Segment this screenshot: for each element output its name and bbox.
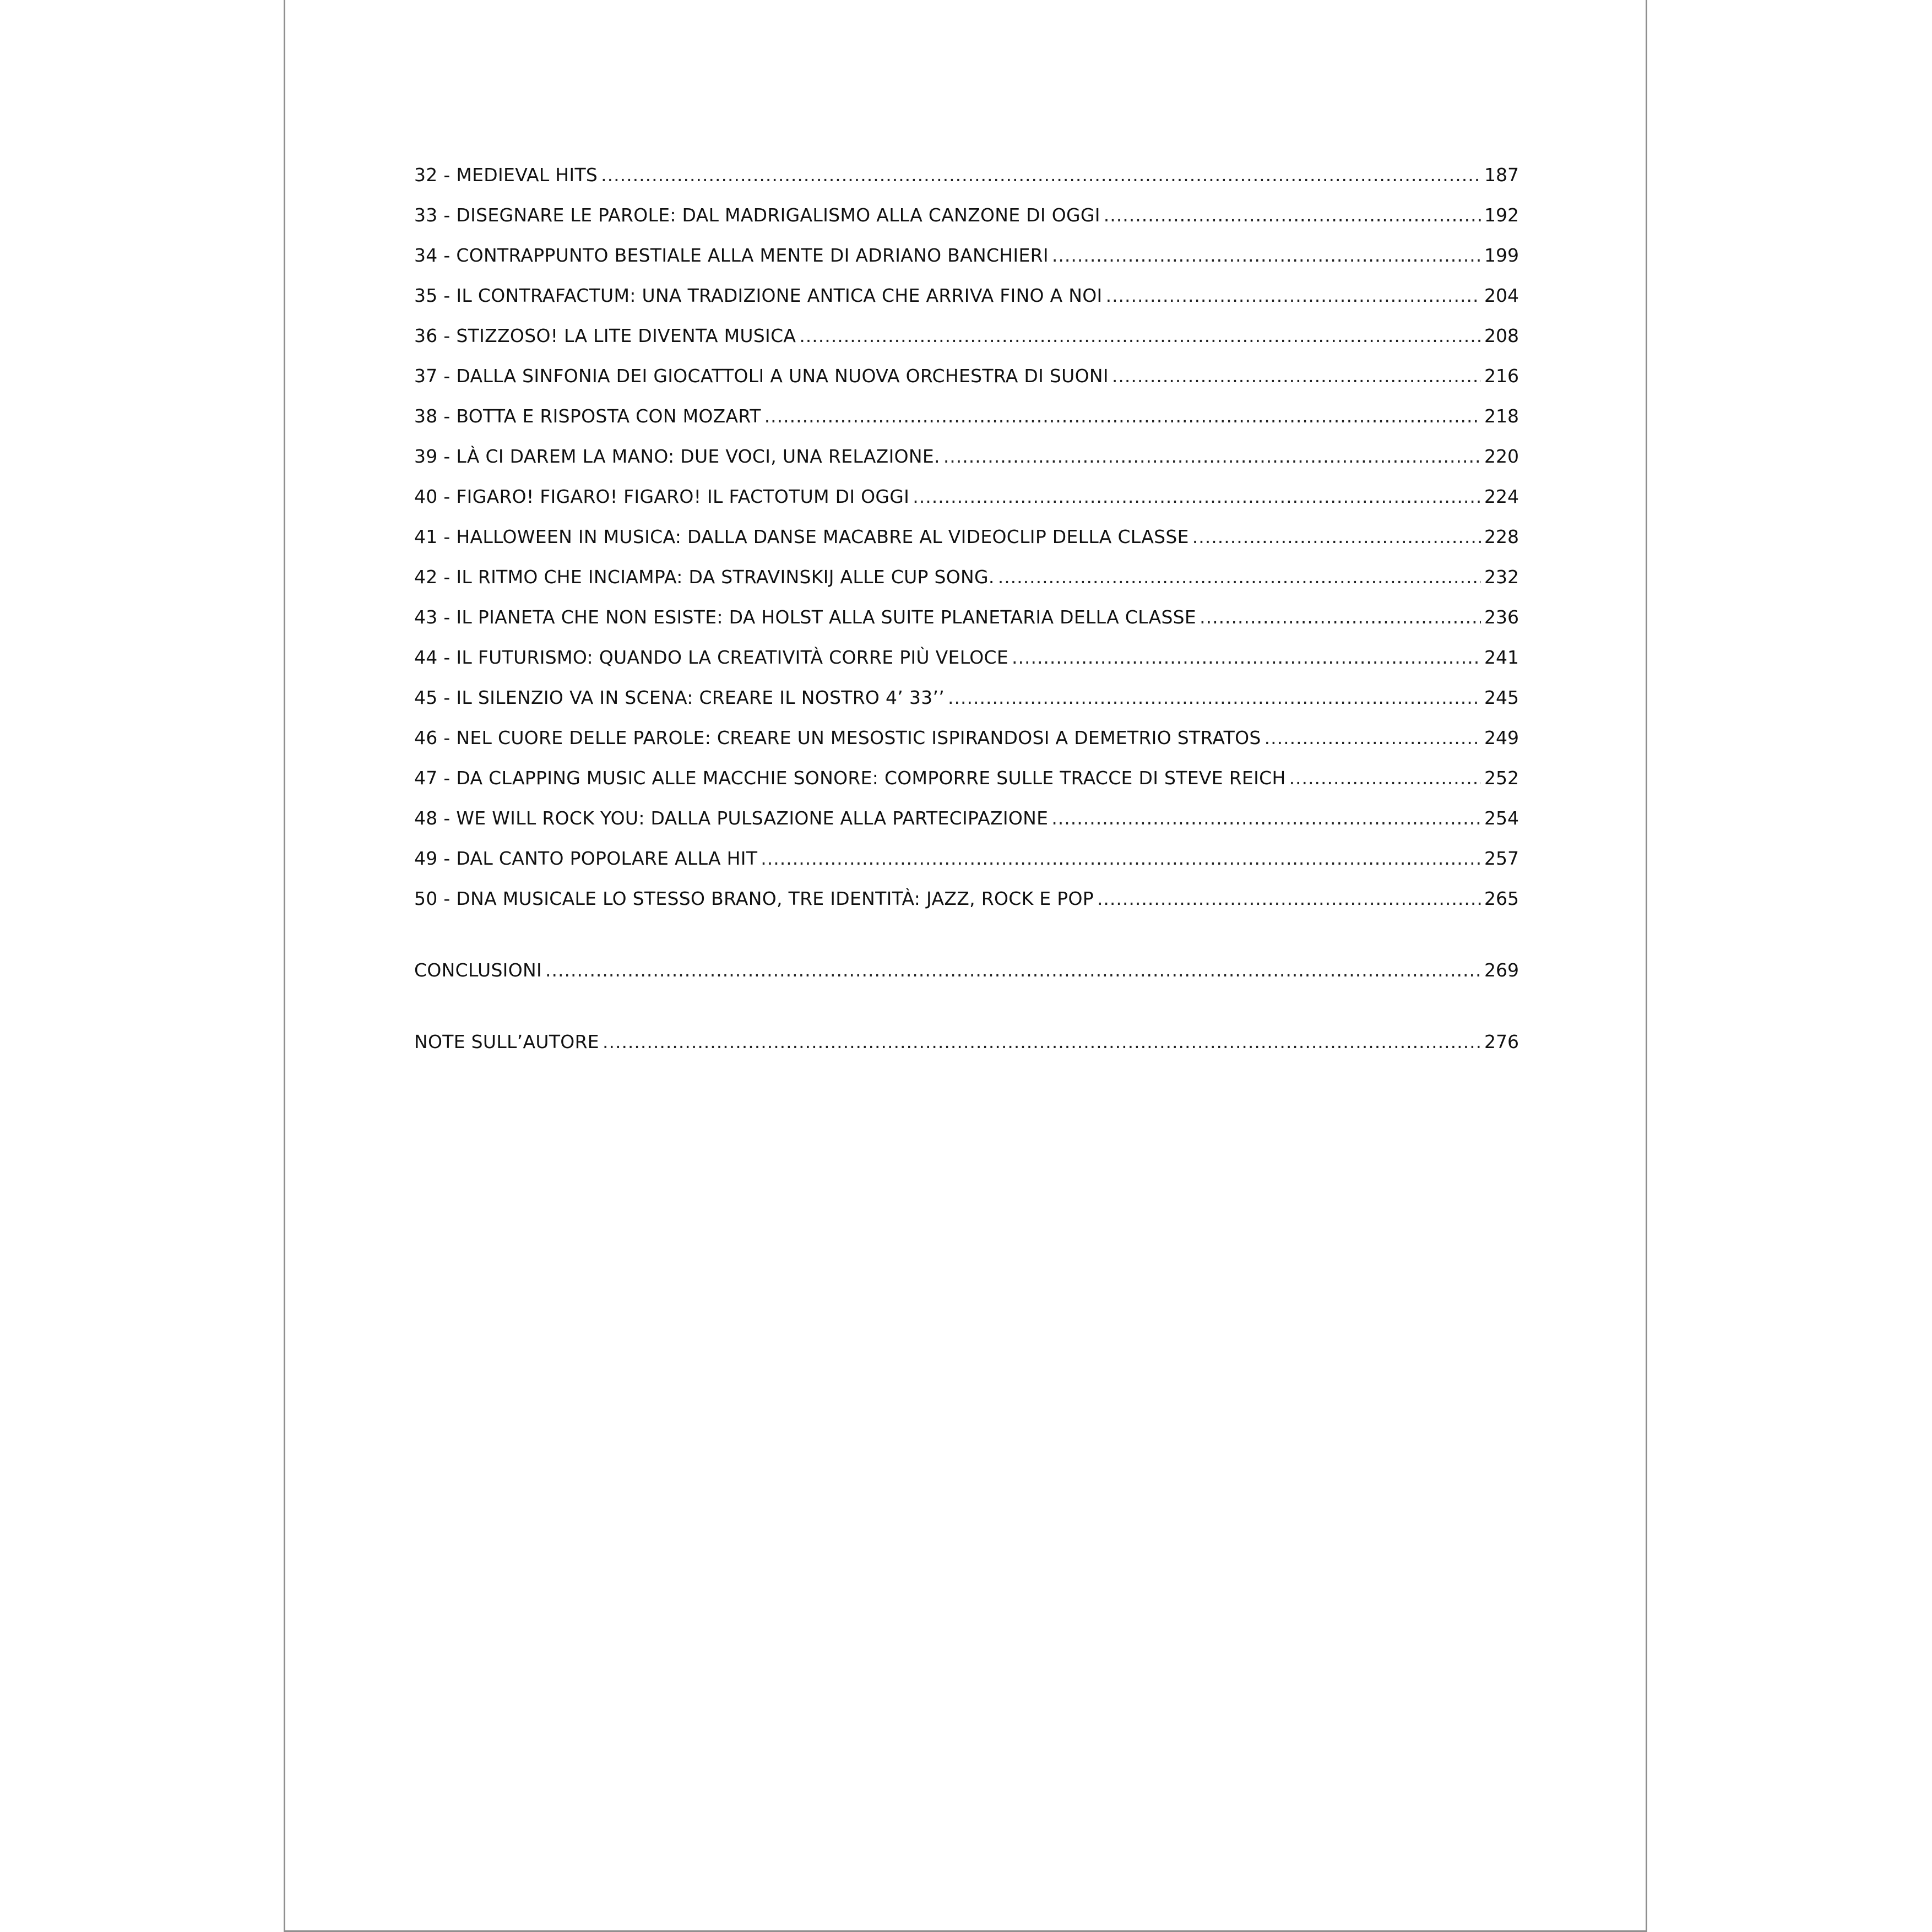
toc-page-number: 224 — [1484, 486, 1519, 507]
toc-page-number: 241 — [1484, 647, 1519, 668]
toc-entry-title: 47 - DA CLAPPING MUSIC ALLE MACCHIE SONORE: COMPORRE SULLE TRACCE DI STEVE REICH — [414, 767, 1286, 789]
toc-page-number: 228 — [1484, 526, 1519, 547]
toc-entry-title: 35 - IL CONTRAFACTUM: UNA TRADIZIONE ANTICA CHE ARRIVA FINO A NOI — [414, 285, 1103, 306]
toc-page-number: 187 — [1484, 164, 1519, 186]
toc-entry-45[interactable] — [414, 687, 1519, 713]
dot-leader — [603, 1031, 1481, 1052]
toc-entry-42[interactable] — [414, 566, 1519, 593]
toc-entry-title: 34 - CONTRAPPUNTO BESTIALE ALLA MENTE DI ADRIANO BANCHIERI — [414, 245, 1049, 266]
toc-entry-title: 40 - FIGARO! FIGARO! FIGARO! IL FACTOTUM DI OGGI — [414, 486, 910, 507]
toc-entry-49[interactable] — [414, 848, 1519, 874]
toc-entry-37[interactable] — [414, 365, 1519, 392]
dot-leader — [948, 687, 1481, 708]
toc-entry-38[interactable] — [414, 405, 1519, 432]
dot-leader — [1106, 285, 1481, 306]
toc-page-number: 232 — [1484, 566, 1519, 588]
toc-entry-title: 43 - IL PIANETA CHE NON ESISTE: DA HOLST ALLA SUITE PLANETARIA DELLA CLASSE — [414, 606, 1197, 628]
toc-page-number: 249 — [1484, 727, 1519, 748]
toc-page-number: 265 — [1484, 888, 1519, 909]
toc-entry-35[interactable] — [414, 285, 1519, 311]
toc-entry-title: 46 - NEL CUORE DELLE PAROLE: CREARE UN MESOSTIC ISPIRANDOSI A DEMETRIO STRATOS — [414, 727, 1261, 748]
dot-leader — [1192, 526, 1481, 547]
toc-page-number: 199 — [1484, 245, 1519, 266]
toc-entry-44[interactable] — [414, 647, 1519, 673]
dot-leader — [913, 486, 1481, 507]
toc-page-number: 269 — [1484, 959, 1519, 981]
dot-leader — [1112, 365, 1481, 387]
toc-page-number: 257 — [1484, 848, 1519, 869]
toc-page-number: 220 — [1484, 446, 1519, 467]
toc-entry-43[interactable] — [414, 606, 1519, 633]
toc-entry-conclusioni[interactable] — [414, 959, 1519, 986]
toc-entry-title: 39 - LÀ CI DAREM LA MANO: DUE VOCI, UNA RELAZIONE. — [414, 446, 940, 467]
toc-page-number: 204 — [1484, 285, 1519, 306]
toc-entry-title: 42 - IL RITMO CHE INCIAMPA: DA STRAVINSKIJ ALLE CUP SONG. — [414, 566, 995, 588]
toc-entry-47[interactable] — [414, 767, 1519, 794]
toc-page-number: 236 — [1484, 606, 1519, 628]
dot-leader — [799, 325, 1481, 346]
toc-entry-title: 37 - DALLA SINFONIA DEI GIOCATTOLI A UNA NUOVA ORCHESTRA DI SUONI — [414, 365, 1109, 387]
toc-entry-41[interactable] — [414, 526, 1519, 552]
toc-entry-33[interactable] — [414, 204, 1519, 231]
dot-leader — [601, 164, 1481, 186]
dot-leader — [1289, 767, 1481, 789]
toc-page-number: 218 — [1484, 405, 1519, 427]
toc-page-number: 254 — [1484, 807, 1519, 829]
toc-entry-50[interactable] — [414, 888, 1519, 914]
dot-leader — [943, 446, 1481, 467]
toc-page-number: 192 — [1484, 204, 1519, 226]
dot-leader — [1052, 245, 1481, 266]
toc-entry-title: 44 - IL FUTURISMO: QUANDO LA CREATIVITÀ CORRE PIÙ VELOCE — [414, 647, 1008, 668]
toc-page-number: 208 — [1484, 325, 1519, 346]
toc-page-number: 216 — [1484, 365, 1519, 387]
toc-page-number: 245 — [1484, 687, 1519, 708]
toc-entry-title: 38 - BOTTA E RISPOSTA CON MOZART — [414, 405, 761, 427]
toc-entry-39[interactable] — [414, 446, 1519, 472]
toc-entry-title: 41 - HALLOWEEN IN MUSICA: DALLA DANSE MACABRE AL VIDEOCLIP DELLA CLASSE — [414, 526, 1189, 547]
toc-entry-title: CONCLUSIONI — [414, 959, 542, 981]
dot-leader — [764, 405, 1481, 427]
toc-entry-title: NOTE SULL’AUTORE — [414, 1031, 599, 1052]
toc-entry-title: 33 - DISEGNARE LE PAROLE: DAL MADRIGALISMO ALLA CANZONE DI OGGI — [414, 204, 1100, 226]
dot-leader — [761, 848, 1481, 869]
dot-leader — [1104, 204, 1481, 226]
dot-leader — [1051, 807, 1481, 829]
toc-entry-46[interactable] — [414, 727, 1519, 753]
toc-entry-title: 32 - MEDIEVAL HITS — [414, 164, 598, 186]
toc-entry-34[interactable] — [414, 245, 1519, 271]
dot-leader — [1097, 888, 1481, 909]
toc-page-number: 276 — [1484, 1031, 1519, 1052]
toc-entry-title: 50 - DNA MUSICALE LO STESSO BRANO, TRE IDENTITÀ: JAZZ, ROCK E POP — [414, 888, 1094, 909]
toc-entry-note-autore[interactable] — [414, 1031, 1519, 1057]
toc-entry-36[interactable] — [414, 325, 1519, 351]
dot-leader — [1265, 727, 1481, 748]
toc-entry-40[interactable] — [414, 486, 1519, 512]
dot-leader — [545, 959, 1481, 981]
toc-page-number: 252 — [1484, 767, 1519, 789]
toc-entry-32[interactable] — [414, 164, 1519, 191]
dot-leader — [1200, 606, 1481, 628]
toc-entry-title: 36 - STIZZOSO! LA LITE DIVENTA MUSICA — [414, 325, 796, 346]
toc-entry-title: 49 - DAL CANTO POPOLARE ALLA HIT — [414, 848, 758, 869]
toc-entry-title: 45 - IL SILENZIO VA IN SCENA: CREARE IL NOSTRO 4’ 33’’ — [414, 687, 945, 708]
toc-entry-title: 48 - WE WILL ROCK YOU: DALLA PULSAZIONE ALLA PARTECIPAZIONE — [414, 807, 1049, 829]
dot-leader — [998, 566, 1481, 588]
dot-leader — [1012, 647, 1481, 668]
toc-entry-48[interactable] — [414, 807, 1519, 834]
